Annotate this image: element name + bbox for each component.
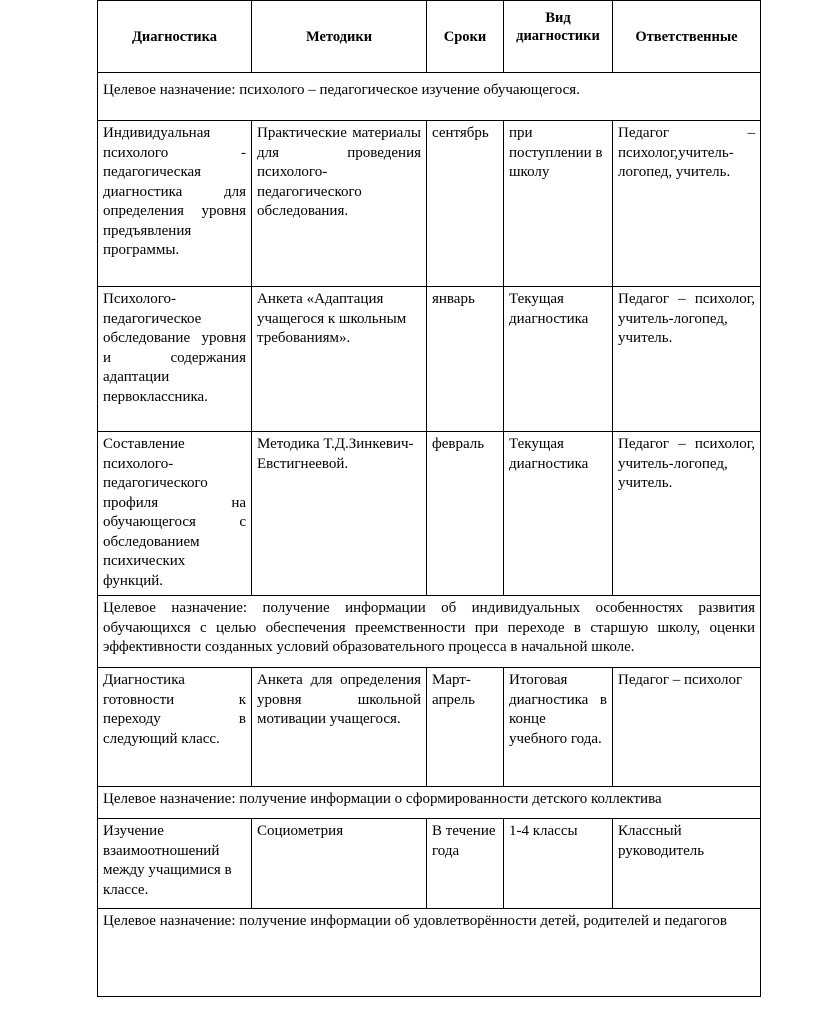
cell-responsible: Классный руководитель	[613, 819, 761, 909]
cell-responsible: Педагог – психолог, учитель-логопед, учитель.	[613, 432, 761, 596]
table-row	[98, 432, 761, 596]
table-row	[98, 287, 761, 432]
cell-type: 1-4 классы	[504, 819, 613, 909]
cell-methods: Практические материалы для проведения психолого-педагогического обследования.	[252, 121, 427, 287]
cell-diagnostics: Изучение взаимоотношений между учащимися в классе.	[98, 819, 252, 909]
cell-terms: февраль	[427, 432, 504, 596]
cell-diagnostics: Составление психолого-педагогического профиля на обучающегося с обследованием психических функций.	[98, 432, 252, 596]
header-methods: Методики	[252, 1, 427, 73]
goal-row	[98, 73, 761, 121]
cell-type: Итоговая диагностика в конце учебного года.	[504, 668, 613, 787]
cell-terms: сентябрь	[427, 121, 504, 287]
goal-row	[98, 909, 761, 997]
header-diagnostics: Диагностика	[98, 1, 252, 73]
cell-terms: январь	[427, 287, 504, 432]
cell-methods: Методика Т.Д.Зинкевич-Евстигнеевой.	[252, 432, 427, 596]
cell-methods: Анкета «Адаптация учащегося к школьным требованиям».	[252, 287, 427, 432]
cell-type: Текущая диагностика	[504, 432, 613, 596]
cell-diagnostics: Диагностика готовности к переходу в следующий класс.	[98, 668, 252, 787]
cell-terms: В течение года	[427, 819, 504, 909]
cell-responsible: Педагог – психолог	[613, 668, 761, 787]
goal-text: Целевое назначение: получение информации о сформированности детского коллектива	[98, 787, 761, 819]
cell-methods: Анкета для определения уровня школьной мотивации учащегося.	[252, 668, 427, 787]
cell-terms: Март-апрель	[427, 668, 504, 787]
cell-responsible: Педагог – психолог,учитель-логопед, учитель.	[613, 121, 761, 287]
cell-type: при поступлении в школу	[504, 121, 613, 287]
header-responsible: Ответственные	[613, 1, 761, 73]
cell-diagnostics: Индивидуальная психолого - педагогическая диагностика для определения уровня предъявления программы.	[98, 121, 252, 287]
cell-type: Текущая диагностика	[504, 287, 613, 432]
table-row	[98, 668, 761, 787]
goal-text: Целевое назначение: психолого – педагогическое изучение обучающегося.	[98, 73, 761, 121]
cell-responsible: Педагог – психолог, учитель-логопед, учитель.	[613, 287, 761, 432]
goal-row	[98, 787, 761, 819]
header-type: Вид диагностики	[504, 1, 613, 73]
goal-row	[98, 596, 761, 668]
diagnostics-table	[97, 0, 761, 997]
goal-text: Целевое назначение: получение информации об индивидуальных особенностях развития обучающихся с целью обеспечения преемственности при переходе в старшую школу, оценки эффективности созданных условий образовательного процесса в начальной школе.	[98, 596, 761, 668]
table-row	[98, 121, 761, 287]
cell-diagnostics: Психолого-педагогическое обследование уровня и содержания адаптации первоклассника.	[98, 287, 252, 432]
header-row	[98, 1, 761, 73]
goal-text: Целевое назначение: получение информации об удовлетворённости детей, родителей и педагогов	[98, 909, 761, 997]
cell-methods: Социометрия	[252, 819, 427, 909]
header-terms: Сроки	[427, 1, 504, 73]
table-row	[98, 819, 761, 909]
